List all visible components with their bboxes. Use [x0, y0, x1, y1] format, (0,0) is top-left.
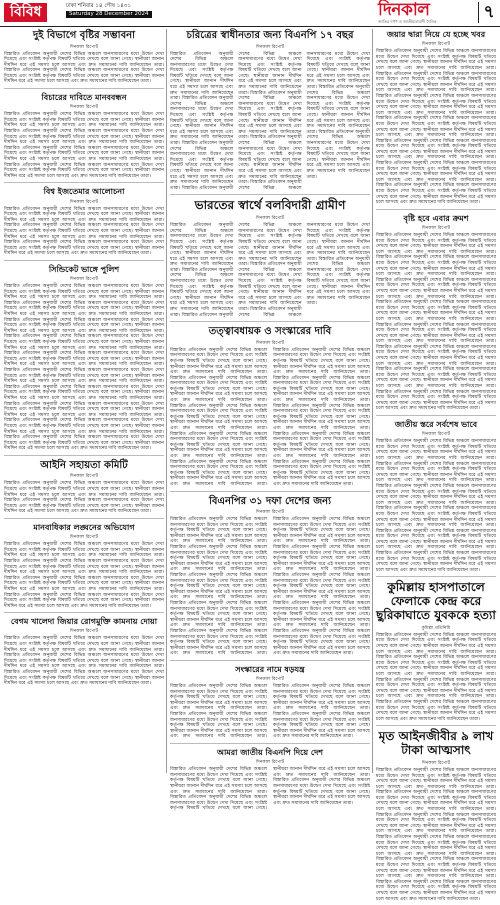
column-divider: [166, 29, 167, 773]
story-body: বিস্তারিত প্রতিবেদন অনুযায়ী দেশের বিভিন্ন অঞ্চলে জনসাধারণের মধ্যে উদ্বেগ দেখা দিয়েছে এবং সংশ্লিষ্ট কর্তৃপক্ষ বিষয়টি খতিয়ে দেখছে বলে জানা গেছে। স্থানীয়রা জানান দীর্ঘদিন ধরে এই সমস্যা চলে আসছে এবং দ্রুত সমাধানের দাবি জানিয়েছেন তারা। বিস্তারিত প্রতিবেদন অনুযায়ী দেশের বিভিন্ন অঞ্চলে জনসাধারণের মধ্যে উদ্বেগ দেখা দিয়েছে এবং সংশ্লিষ্ট কর্তৃপক্ষ বিষয়টি খতিয়ে দেখছে বলে জানা গেছে। স্থানীয়রা জানান দীর্ঘদিন ধরে এই সমস্যা চলে আসছে এবং দ্রুত সমাধানের দাবি জানিয়েছেন তারা। বিস্তারিত প্রতিবেদন অনুযায়ী দেশের বিভিন্ন অঞ্চলে জনসাধারণের মধ্যে উদ্বেগ দেখা দিয়েছে এবং সংশ্লিষ্ট কর্তৃপক্ষ বিষয়টি খতিয়ে দেখছে বলে জানা গেছে। স্থানীয়রা জানান দীর্ঘদিন ধরে এই সমস্যা চলে আসছে এবং দ্রুত সমাধানের দাবি জানিয়েছেন তারা। বিস্তারিত প্রতিবেদন অনুযায়ী দেশের বিভিন্ন অঞ্চলে জনসাধারণের মধ্যে উদ্বেগ দেখা দিয়েছে এবং সংশ্লিষ্ট কর্তৃপক্ষ বিষয়টি খতিয়ে দেখছে বলে জানা গেছে। স্থানীয়রা জানান দীর্ঘদিন ধরে এই সমস্যা চলে আসছে এবং দ্রুত সমাধানের দাবি জানিয়েছেন তারা। বিস্তারিত প্রতিবেদন অনুযায়ী দেশের বিভিন্ন অঞ্চলে জনসাধারণের মধ্যে উদ্বেগ দেখা দিয়েছে এবং সংশ্লিষ্ট কর্তৃপক্ষ বিষয়টি খতিয়ে দেখছে বলে জানা গেছে। স্থানীয়রা জানান দীর্ঘদিন ধরে এই সমস্যা চলে আসছে এবং দ্রুত সমাধানের দাবি জানিয়েছেন তারা। বিস্তারিত প্রতিবেদন অনুযায়ী দেশের বিভিন্ন অঞ্চলে জনসাধারণের মধ্যে উদ্বেগ দেখা দিয়েছে এবং সংশ্লিষ্ট কর্তৃপক্ষ বিষয়টি খতিয়ে দেখছে বলে জানা গেছে। স্থানীয়রা জানান দীর্ঘদিন ধরে এই সমস্যা চলে আসছে এবং দ্রুত সমাধানের দাবি জানিয়েছেন তারা। বিস্তারিত প্রতিবেদন অনুযায়ী দেশের বিভিন্ন অঞ্চলে জনসাধারণের মধ্যে উদ্বেগ দেখা দিয়েছে এবং সংশ্লিষ্ট কর্তৃপক্ষ বিষয়টি খতিয়ে দেখছে বলে জানা গেছে। স্থানীয়রা জানান দীর্ঘদিন ধরে এই সমস্যা চলে আসছে এবং দ্রুত সমাধানের দাবি জানিয়েছেন তারা। বিস্তারিত প্রতিবেদন অনুযায়ী দেশের বিভিন্ন অঞ্চলে জনসাধারণের মধ্যে উদ্বেগ দেখা দিয়েছে এবং সংশ্লিষ্ট কর্তৃপক্ষ বিষয়টি খতিয়ে দেখছে বলে জানা গেছে। স্থানীয়রা জানান দীর্ঘদিন ধরে এই সমস্যা চলে আসছে এবং দ্রুত সমাধানের দাবি জানিয়েছেন তারা। বিস্তারিত প্রতিবেদন অনুযায়ী দেশের বিভিন্ন অঞ্চলে জনসাধারণের মধ্যে উদ্বেগ দেখা দিয়েছে এবং সংশ্লিষ্ট কর্তৃপক্ষ বিষয়টি খতিয়ে দেখছে বলে জানা গেছে। স্থানীয়রা জানান দীর্ঘদিন ধরে এই সমস্যা চলে আসছে এবং দ্রুত সমাধানের দাবি জানিয়েছেন তারা। বিস্তারিত প্রতিবেদন অনুযায়ী দেশের বিভিন্ন অঞ্চলে জনসাধারণের মধ্যে উদ্বেগ দেখা দিয়েছে এবং সংশ্লিষ্ট কর্তৃপক্ষ বিষয়টি খতিয়ে দেখছে বলে জানা গেছে। স্থানীয়রা জানান দীর্ঘদিন ধরে এই সমস্যা চলে আসছে এবং দ্রুত সমাধানের দাবি জানিয়েছেন তারা।: [170, 347, 370, 487]
story-headline: বিচারের দাবিতে মানববন্ধন: [41, 93, 127, 103]
story-body: বিস্তারিত প্রতিবেদন অনুযায়ী দেশের বিভিন্ন অঞ্চলে জনসাধারণের মধ্যে উদ্বেগ দেখা দিয়েছে এবং সংশ্লিষ্ট কর্তৃপক্ষ বিষয়টি খতিয়ে দেখছে বলে জানা গেছে। স্থানীয়রা জানান দীর্ঘদিন ধরে এই সমস্যা চলে আসছে এবং দ্রুত সমাধানের দাবি জানিয়েছেন তারা। বিস্তারিত প্রতিবেদন অনুযায়ী দেশের বিভিন্ন অঞ্চলে জনসাধারণের মধ্যে উদ্বেগ দেখা দিয়েছে এবং সংশ্লিষ্ট কর্তৃপক্ষ বিষয়টি খতিয়ে দেখছে বলে জানা গেছে। স্থানীয়রা জানান দীর্ঘদিন ধরে এই সমস্যা চলে আসছে এবং দ্রুত সমাধানের দাবি জানিয়েছেন তারা। বিস্তারিত প্রতিবেদন অনুযায়ী দেশের বিভিন্ন অঞ্চলে জনসাধারণের মধ্যে উদ্বেগ দেখা দিয়েছে এবং সংশ্লিষ্ট কর্তৃপক্ষ বিষয়টি খতিয়ে দেখছে বলে জানা গেছে। স্থানীয়রা জানান দীর্ঘদিন ধরে এই সমস্যা চলে আসছে এবং দ্রুত সমাধানের দাবি জানিয়েছেন তারা। বিস্তারিত প্রতিবেদন অনুযায়ী দেশের বিভিন্ন অঞ্চলে জনসাধারণের মধ্যে উদ্বেগ দেখা দিয়েছে এবং সংশ্লিষ্ট কর্তৃপক্ষ বিষয়টি খতিয়ে দেখছে বলে জানা গেছে। স্থানীয়রা জানান দীর্ঘদিন ধরে এই সমস্যা চলে আসছে এবং দ্রুত সমাধানের দাবি জানিয়েছেন তারা। বিস্তারিত প্রতিবেদন অনুযায়ী দেশের বিভিন্ন অঞ্চলে জনসাধারণের মধ্যে উদ্বেগ দেখা দিয়েছে এবং সংশ্লিষ্ট কর্তৃপক্ষ বিষয়টি খতিয়ে দেখছে বলে জানা গেছে। স্থানীয়রা জানান দীর্ঘদিন ধরে এই সমস্যা চলে আসছে এবং দ্রুত সমাধানের দাবি জানিয়েছেন তারা। বিস্তারিত প্রতিবেদন অনুযায়ী দেশের বিভিন্ন অঞ্চলে জনসাধারণের মধ্যে উদ্বেগ দেখা দিয়েছে এবং সংশ্লিষ্ট কর্তৃপক্ষ বিষয়টি খতিয়ে দেখছে বলে জানা গেছে। স্থানীয়রা জানান দীর্ঘদিন ধরে এই সমস্যা চলে আসছে এবং দ্রুত সমাধানের দাবি জানিয়েছেন তারা। বিস্তারিত প্রতিবেদন অনুযায়ী দেশের বিভিন্ন অঞ্চলে জনসাধারণের মধ্যে উদ্বেগ দেখা দিয়েছে এবং সংশ্লিষ্ট কর্তৃপক্ষ বিষয়টি খতিয়ে দেখছে বলে জানা গেছে। স্থানীয়রা জানান দীর্ঘদিন ধরে এই সমস্যা চলে আসছে এবং দ্রুত সমাধানের দাবি জানিয়েছেন তারা।: [376, 49, 496, 206]
story-byline: দিনকাল রিপোর্ট: [70, 474, 98, 480]
story-headline: বিশ্ব ইজতেমার আলোচনা: [43, 187, 125, 197]
story-body: বিস্তারিত প্রতিবেদন অনুযায়ী দেশের বিভিন্ন অঞ্চলে জনসাধারণের মধ্যে উদ্বেগ দেখা দিয়েছে এবং সংশ্লিষ্ট কর্তৃপক্ষ বিষয়টি খতিয়ে দেখছে বলে জানা গেছে। স্থানীয়রা জানান দীর্ঘদিন ধরে এই সমস্যা চলে আসছে এবং দ্রুত সমাধানের দাবি জানিয়েছেন তারা। বিস্তারিত প্রতিবেদন অনুযায়ী দেশের বিভিন্ন অঞ্চলে জনসাধারণের মধ্যে উদ্বেগ দেখা দিয়েছে এবং সংশ্লিষ্ট কর্তৃপক্ষ বিষয়টি খতিয়ে দেখছে বলে জানা গেছে। স্থানীয়রা জানান দীর্ঘদিন ধরে এই সমস্যা চলে আসছে এবং দ্রুত সমাধানের দাবি জানিয়েছেন তারা। বিস্তারিত প্রতিবেদন অনুযায়ী দেশের বিভিন্ন অঞ্চলে জনসাধারণের মধ্যে উদ্বেগ দেখা দিয়েছে এবং সংশ্লিষ্ট কর্তৃপক্ষ বিষয়টি খতিয়ে দেখছে বলে জানা গেছে। স্থানীয়রা জানান দীর্ঘদিন ধরে এই সমস্যা চলে আসছে এবং দ্রুত সমাধানের দাবি জানিয়েছেন তারা। বিস্তারিত প্রতিবেদন অনুযায়ী দেশের বিভিন্ন অঞ্চলে জনসাধারণের মধ্যে উদ্বেগ দেখা দিয়েছে এবং সংশ্লিষ্ট কর্তৃপক্ষ বিষয়টি খতিয়ে দেখছে বলে জানা গেছে। স্থানীয়রা জানান দীর্ঘদিন ধরে এই সমস্যা চলে আসছে এবং দ্রুত সমাধানের দাবি জানিয়েছেন তারা।: [4, 112, 164, 179]
story-byline: দিনকাল রিপোর্ট: [256, 44, 284, 50]
logo-text: দিনকাল: [378, 0, 430, 20]
news-story: [4, 460, 164, 519]
story-headline: সংস্কারের নামে ষড়যন্ত্র: [235, 664, 305, 674]
masthead: [0, 0, 500, 27]
news-story: [4, 30, 164, 89]
column-center: [170, 29, 370, 812]
story-byline: দিনকাল রিপোর্ট: [70, 277, 98, 283]
story-body: বিস্তারিত প্রতিবেদন অনুযায়ী দেশের বিভিন্ন অঞ্চলে জনসাধারণের মধ্যে উদ্বেগ দেখা দিয়েছে এবং সংশ্লিষ্ট কর্তৃপক্ষ বিষয়টি খতিয়ে দেখছে বলে জানা গেছে। স্থানীয়রা জানান দীর্ঘদিন ধরে এই সমস্যা চলে আসছে এবং দ্রুত সমাধানের দাবি জানিয়েছেন তারা। বিস্তারিত প্রতিবেদন অনুযায়ী দেশের বিভিন্ন অঞ্চলে জনসাধারণের মধ্যে উদ্বেগ দেখা দিয়েছে এবং সংশ্লিষ্ট কর্তৃপক্ষ বিষয়টি খতিয়ে দেখছে বলে জানা গেছে। স্থানীয়রা জানান দীর্ঘদিন ধরে এই সমস্যা চলে আসছে এবং দ্রুত সমাধানের দাবি জানিয়েছেন তারা।: [4, 481, 164, 515]
news-story: [170, 199, 370, 322]
page-number: ৭: [478, 2, 499, 23]
column-right: [376, 29, 496, 902]
story-byline: দিনকাল রিপোর্ট: [70, 629, 98, 635]
story-byline: দিনকাল রিপোর্ট: [256, 760, 284, 766]
news-story: [4, 617, 164, 690]
story-body: বিস্তারিত প্রতিবেদন অনুযায়ী দেশের বিভিন্ন অঞ্চলে জনসাধারণের মধ্যে উদ্বেগ দেখা দিয়েছে এবং সংশ্লিষ্ট কর্তৃপক্ষ বিষয়টি খতিয়ে দেখছে বলে জানা গেছে। স্থানীয়রা জানান দীর্ঘদিন ধরে এই সমস্যা চলে আসছে এবং দ্রুত সমাধানের দাবি জানিয়েছেন তারা। বিস্তারিত প্রতিবেদন অনুযায়ী দেশের বিভিন্ন অঞ্চলে জনসাধারণের মধ্যে উদ্বেগ দেখা দিয়েছে এবং সংশ্লিষ্ট কর্তৃপক্ষ বিষয়টি খতিয়ে দেখছে বলে জানা গেছে। স্থানীয়রা জানান দীর্ঘদিন ধরে এই সমস্যা চলে আসছে এবং দ্রুত সমাধানের দাবি জানিয়েছেন তারা। বিস্তারিত প্রতিবেদন অনুযায়ী দেশের বিভিন্ন অঞ্চলে জনসাধারণের মধ্যে উদ্বেগ দেখা দিয়েছে এবং সংশ্লিষ্ট কর্তৃপক্ষ বিষয়টি খতিয়ে দেখছে বলে জানা গেছে। স্থানীয়রা জানান দীর্ঘদিন ধরে এই সমস্যা চলে আসছে এবং দ্রুত সমাধানের দাবি জানিয়েছেন তারা। বিস্তারিত প্রতিবেদন অনুযায়ী দেশের বিভিন্ন অঞ্চলে জনসাধারণের মধ্যে উদ্বেগ দেখা দিয়েছে এবং সংশ্লিষ্ট কর্তৃপক্ষ বিষয়টি খতিয়ে দেখছে বলে জানা গেছে। স্থানীয়রা জানান দীর্ঘদিন ধরে এই সমস্যা চলে আসছে এবং দ্রুত সমাধানের দাবি জানিয়েছেন তারা। বিস্তারিত প্রতিবেদন অনুযায়ী দেশের বিভিন্ন অঞ্চলে জনসাধারণের মধ্যে উদ্বেগ দেখা দিয়েছে এবং সংশ্লিষ্ট কর্তৃপক্ষ বিষয়টি খতিয়ে দেখছে বলে জানা গেছে। স্থানীয়রা জানান দীর্ঘদিন ধরে এই সমস্যা চলে আসছে এবং দ্রুত সমাধানের দাবি জানিয়েছেন তারা। বিস্তারিত প্রতিবেদন অনুযায়ী দেশের বিভিন্ন অঞ্চলে জনসাধারণের মধ্যে উদ্বেগ দেখা দিয়েছে এবং সংশ্লিষ্ট কর্তৃপক্ষ বিষয়টি খতিয়ে দেখছে বলে জানা গেছে। স্থানীয়রা জানান দীর্ঘদিন ধরে এই সমস্যা চলে আসছে এবং দ্রুত সমাধানের দাবি জানিয়েছেন তারা। বিস্তারিত প্রতিবেদন অনুযায়ী দেশের বিভিন্ন অঞ্চলে জনসাধারণের মধ্যে উদ্বেগ দেখা দিয়েছে এবং সংশ্লিষ্ট কর্তৃপক্ষ বিষয়টি খতিয়ে দেখছে বলে জানা গেছে। স্থানীয়রা জানান দীর্ঘদিন ধরে এই সমস্যা চলে আসছে এবং দ্রুত সমাধানের দাবি জানিয়েছেন তারা। বিস্তারিত প্রতিবেদন অনুযায়ী দেশের বিভিন্ন অঞ্চলে জনসাধারণের মধ্যে উদ্বেগ দেখা দিয়েছে এবং সংশ্লিষ্ট কর্তৃপক্ষ বিষয়টি খতিয়ে দেখছে বলে জানা গেছে। স্থানীয়রা জানান দীর্ঘদিন ধরে এই সমস্যা চলে আসছে এবং দ্রুত সমাধানের দাবি জানিয়েছেন তারা। বিস্তারিত প্রতিবেদন অনুযায়ী দেশের বিভিন্ন অঞ্চলে জনসাধারণের মধ্যে উদ্বেগ দেখা দিয়েছে এবং সংশ্লিষ্ট কর্তৃপক্ষ বিষয়টি খতিয়ে দেখছে বলে জানা গেছে। স্থানীয়রা জানান দীর্ঘদিন ধরে এই সমস্যা চলে আসছে এবং দ্রুত সমাধানের দাবি জানিয়েছেন তারা।: [170, 51, 370, 191]
story-headline: জয়ার দ্বারা নিয়ে যে হচ্ছে খবর: [386, 30, 486, 39]
story-headline: সিন্ডিকেট ভাঙ্গে পুলিশ: [48, 264, 120, 274]
story-headline: আইনি সহায়তা কমিটি: [40, 459, 128, 471]
story-headline: তত্ত্বাবধায়ক ও সংস্কারের দাবি: [208, 326, 332, 338]
news-story: [170, 30, 370, 195]
story-byline: দিনকাল রিপোর্ট: [422, 760, 450, 766]
story-body: বিস্তারিত প্রতিবেদন অনুযায়ী দেশের বিভিন্ন অঞ্চলে জনসাধারণের মধ্যে উদ্বেগ দেখা দিয়েছে এবং সংশ্লিষ্ট কর্তৃপক্ষ বিষয়টি খতিয়ে দেখছে বলে জানা গেছে। স্থানীয়রা জানান দীর্ঘদিন ধরে এই সমস্যা চলে আসছে এবং দ্রুত সমাধানের দাবি জানিয়েছেন তারা। বিস্তারিত প্রতিবেদন অনুযায়ী দেশের বিভিন্ন অঞ্চলে জনসাধারণের মধ্যে উদ্বেগ দেখা দিয়েছে এবং সংশ্লিষ্ট কর্তৃপক্ষ বিষয়টি খতিয়ে দেখছে বলে জানা গেছে। স্থানীয়রা জানান দীর্ঘদিন ধরে এই সমস্যা চলে আসছে এবং দ্রুত সমাধানের দাবি জানিয়েছেন তারা। বিস্তারিত প্রতিবেদন অনুযায়ী দেশের বিভিন্ন অঞ্চলে জনসাধারণের মধ্যে উদ্বেগ দেখা দিয়েছে এবং সংশ্লিষ্ট কর্তৃপক্ষ বিষয়টি খতিয়ে দেখছে বলে জানা গেছে। স্থানীয়রা জানান দীর্ঘদিন ধরে এই সমস্যা চলে আসছে এবং দ্রুত সমাধানের দাবি জানিয়েছেন তারা।: [170, 767, 370, 812]
story-headline: দুই বিভাগে বৃষ্টির সম্ভাবনা: [32, 30, 136, 41]
story-byline: দিনকাল রিপোর্ট: [256, 216, 284, 222]
story-byline: দিনকাল রিপোর্ট: [70, 105, 98, 111]
news-story: [4, 265, 164, 456]
story-byline: দিনকাল রিপোর্ট: [256, 510, 284, 516]
story-headline: মানবাধিকার লঙ্ঘনের অভিযোগ: [33, 522, 135, 532]
story-byline: কুমিল্লা প্রতিনিধি: [421, 625, 451, 631]
story-headline: আমরা জাতীয় বিএনপি দিয়ে দেশ: [216, 748, 324, 758]
news-story: [4, 523, 164, 613]
news-story: [4, 187, 164, 261]
story-headline: বেগম খালেদা জিয়ার রোগমুক্তি কামনায় দোয়া: [10, 617, 158, 627]
newspaper-logo: [378, 1, 478, 23]
story-headline: মৃত আইনজীবীর ৯ লাখ টাকা আত্মসাৎ: [378, 729, 494, 758]
story-byline: দিনকাল রিপোর্ট: [422, 42, 450, 48]
story-byline: দিনকাল রিপোর্ট: [256, 677, 284, 683]
story-body: বিস্তারিত প্রতিবেদন অনুযায়ী দেশের বিভিন্ন অঞ্চলে জনসাধারণের মধ্যে উদ্বেগ দেখা দিয়েছে এবং সংশ্লিষ্ট কর্তৃপক্ষ বিষয়টি খতিয়ে দেখছে বলে জানা গেছে। স্থানীয়রা জানান দীর্ঘদিন ধরে এই সমস্যা চলে আসছে এবং দ্রুত সমাধানের দাবি জানিয়েছেন তারা। বিস্তারিত প্রতিবেদন অনুযায়ী দেশের বিভিন্ন অঞ্চলে জনসাধারণের মধ্যে উদ্বেগ দেখা দিয়েছে এবং সংশ্লিষ্ট কর্তৃপক্ষ বিষয়টি খতিয়ে দেখছে বলে জানা গেছে। স্থানীয়রা জানান দীর্ঘদিন ধরে এই সমস্যা চলে আসছে এবং দ্রুত সমাধানের দাবি জানিয়েছেন তারা। বিস্তারিত প্রতিবেদন অনুযায়ী দেশের বিভিন্ন অঞ্চলে জনসাধারণের মধ্যে উদ্বেগ দেখা দিয়েছে এবং সংশ্লিষ্ট কর্তৃপক্ষ বিষয়টি খতিয়ে দেখছে বলে জানা গেছে। স্থানীয়রা জানান দীর্ঘদিন ধরে এই সমস্যা চলে আসছে এবং দ্রুত সমাধানের দাবি জানিয়েছেন তারা।: [4, 636, 164, 687]
story-byline: দিনকাল রিপোর্ট: [422, 226, 450, 231]
story-headline: ভারতের স্বার্থে বলবিদারী গ্রামীণ: [194, 198, 346, 213]
story-byline: দিনকাল রিপোর্ট: [256, 340, 284, 346]
story-body: বিস্তারিত প্রতিবেদন অনুযায়ী দেশের বিভিন্ন অঞ্চলে জনসাধারণের মধ্যে উদ্বেগ দেখা দিয়েছে এবং সংশ্লিষ্ট কর্তৃপক্ষ বিষয়টি খতিয়ে দেখছে বলে জানা গেছে। স্থানীয়রা জানান দীর্ঘদিন ধরে এই সমস্যা চলে আসছে এবং দ্রুত সমাধানের দাবি জানিয়েছেন তারা। বিস্তারিত প্রতিবেদন অনুযায়ী দেশের বিভিন্ন অঞ্চলে জনসাধারণের মধ্যে উদ্বেগ দেখা দিয়েছে এবং সংশ্লিষ্ট কর্তৃপক্ষ বিষয়টি খতিয়ে দেখছে বলে জানা গেছে। স্থানীয়রা জানান দীর্ঘদিন ধরে এই সমস্যা চলে আসছে এবং দ্রুত সমাধানের দাবি জানিয়েছেন তারা।: [4, 51, 164, 85]
news-story: [376, 214, 496, 416]
story-byline: দিনকাল রিপোর্ট: [70, 199, 98, 205]
news-story: [170, 748, 370, 815]
date-english: Saturday 28 December 2024: [66, 11, 152, 18]
story-byline: দিনকাল রিপোর্ট: [70, 44, 98, 50]
story-body: বিস্তারিত প্রতিবেদন অনুযায়ী দেশের বিভিন্ন অঞ্চলে জনসাধারণের মধ্যে উদ্বেগ দেখা দিয়েছে এবং সংশ্লিষ্ট কর্তৃপক্ষ বিষয়টি খতিয়ে দেখছে বলে জানা গেছে। স্থানীয়রা জানান দীর্ঘদিন ধরে এই সমস্যা চলে আসছে এবং দ্রুত সমাধানের দাবি জানিয়েছেন তারা। বিস্তারিত প্রতিবেদন অনুযায়ী দেশের বিভিন্ন অঞ্চলে জনসাধারণের মধ্যে উদ্বেগ দেখা দিয়েছে এবং সংশ্লিষ্ট কর্তৃপক্ষ বিষয়টি খতিয়ে দেখছে বলে জানা গেছে। স্থানীয়রা জানান দীর্ঘদিন ধরে এই সমস্যা চলে আসছে এবং দ্রুত সমাধানের দাবি জানিয়েছেন তারা। বিস্তারিত প্রতিবেদন অনুযায়ী দেশের বিভিন্ন অঞ্চলে জনসাধারণের মধ্যে উদ্বেগ দেখা দিয়েছে এবং সংশ্লিষ্ট কর্তৃপক্ষ বিষয়টি খতিয়ে দেখছে বলে জানা গেছে। স্থানীয়রা জানান দীর্ঘদিন ধরে এই সমস্যা চলে আসছে এবং দ্রুত সমাধানের দাবি জানিয়েছেন তারা। বিস্তারিত প্রতিবেদন অনুযায়ী দেশের বিভিন্ন অঞ্চলে জনসাধারণের মধ্যে উদ্বেগ দেখা দিয়েছে এবং সংশ্লিষ্ট কর্তৃপক্ষ বিষয়টি খতিয়ে দেখছে বলে জানা গেছে। স্থানীয়রা জানান দীর্ঘদিন ধরে এই সমস্যা চলে আসছে এবং দ্রুত সমাধানের দাবি জানিয়েছেন তারা।: [376, 632, 496, 722]
news-story: [170, 326, 370, 491]
story-body: বিস্তারিত প্রতিবেদন অনুযায়ী দেশের বিভিন্ন অঞ্চলে জনসাধারণের মধ্যে উদ্বেগ দেখা দিয়েছে এবং সংশ্লিষ্ট কর্তৃপক্ষ বিষয়টি খতিয়ে দেখছে বলে জানা গেছে। স্থানীয়রা জানান দীর্ঘদিন ধরে এই সমস্যা চলে আসছে এবং দ্রুত সমাধানের দাবি জানিয়েছেন তারা। বিস্তারিত প্রতিবেদন অনুযায়ী দেশের বিভিন্ন অঞ্চলে জনসাধারণের মধ্যে উদ্বেগ দেখা দিয়েছে এবং সংশ্লিষ্ট কর্তৃপক্ষ বিষয়টি খতিয়ে দেখছে বলে জানা গেছে। স্থানীয়রা জানান দীর্ঘদিন ধরে এই সমস্যা চলে আসছে এবং দ্রুত সমাধানের দাবি জানিয়েছেন তারা। বিস্তারিত প্রতিবেদন অনুযায়ী দেশের বিভিন্ন অঞ্চলে জনসাধারণের মধ্যে উদ্বেগ দেখা দিয়েছে এবং সংশ্লিষ্ট কর্তৃপক্ষ বিষয়টি খতিয়ে দেখছে বলে জানা গেছে। স্থানীয়রা জানান দীর্ঘদিন ধরে এই সমস্যা চলে আসছে এবং দ্রুত সমাধানের দাবি জানিয়েছেন তারা। বিস্তারিত প্রতিবেদন অনুযায়ী দেশের বিভিন্ন অঞ্চলে জনসাধারণের মধ্যে উদ্বেগ দেখা দিয়েছে এবং সংশ্লিষ্ট কর্তৃপক্ষ বিষয়টি খতিয়ে দেখছে বলে জানা গেছে। স্থানীয়রা জানান দীর্ঘদিন ধরে এই সমস্যা চলে আসছে এবং দ্রুত সমাধানের দাবি জানিয়েছেন তারা। বিস্তারিত প্রতিবেদন অনুযায়ী দেশের বিভিন্ন অঞ্চলে জনসাধারণের মধ্যে উদ্বেগ দেখা দিয়েছে এবং সংশ্লিষ্ট কর্তৃপক্ষ বিষয়টি খতিয়ে দেখছে বলে জানা গেছে। স্থানীয়রা জানান দীর্ঘদিন ধরে এই সমস্যা চলে আসছে এবং দ্রুত সমাধানের দাবি জানিয়েছেন তারা। বিস্তারিত প্রতিবেদন অনুযায়ী দেশের বিভিন্ন অঞ্চলে জনসাধারণের মধ্যে উদ্বেগ দেখা দিয়েছে এবং সংশ্লিষ্ট কর্তৃপক্ষ বিষয়টি খতিয়ে দেখছে বলে জানা গেছে। স্থানীয়রা জানান দীর্ঘদিন ধরে এই সমস্যা চলে আসছে এবং দ্রুত সমাধানের দাবি জানিয়েছেন তারা। বিস্তারিত প্রতিবেদন অনুযায়ী দেশের বিভিন্ন অঞ্চলে জনসাধারণের মধ্যে উদ্বেগ দেখা দিয়েছে এবং সংশ্লিষ্ট কর্তৃপক্ষ বিষয়টি খতিয়ে দেখছে বলে জানা গেছে। স্থানীয়রা জানান দীর্ঘদিন ধরে এই সমস্যা চলে আসছে এবং দ্রুত সমাধানের দাবি জানিয়েছেন তারা। বিস্তারিত প্রতিবেদন অনুযায়ী দেশের বিভিন্ন অঞ্চলে জনসাধারণের মধ্যে উদ্বেগ দেখা দিয়েছে এবং সংশ্লিষ্ট কর্তৃপক্ষ বিষয়টি খতিয়ে দেখছে বলে জানা গেছে। স্থানীয়রা জানান দীর্ঘদিন ধরে এই সমস্যা চলে আসছে এবং দ্রুত সমাধানের দাবি জানিয়েছেন তারা। বিস্তারিত প্রতিবেদন অনুযায়ী দেশের বিভিন্ন অঞ্চলে জনসাধারণের মধ্যে উদ্বেগ দেখা দিয়েছে এবং সংশ্লিষ্ট কর্তৃপক্ষ বিষয়টি খতিয়ে দেখছে বলে জানা গেছে। স্থানীয়রা জানান দীর্ঘদিন ধরে এই সমস্যা চলে আসছে এবং দ্রুত সমাধানের দাবি জানিয়েছেন তারা। বিস্তারিত প্রতিবেদন অনুযায়ী দেশের বিভিন্ন অঞ্চলে জনসাধারণের মধ্যে উদ্বেগ দেখা দিয়েছে এবং সংশ্লিষ্ট কর্তৃপক্ষ বিষয়টি খতিয়ে দেখছে বলে জানা গেছে। স্থানীয়রা জানান দীর্ঘদিন ধরে এই সমস্যা চলে আসছে এবং দ্রুত সমাধানের দাবি জানিয়েছেন তারা।: [170, 517, 370, 657]
news-story: [376, 420, 496, 577]
news-story: [376, 581, 496, 726]
story-body: বিস্তারিত প্রতিবেদন অনুযায়ী দেশের বিভিন্ন অঞ্চলে জনসাধারণের মধ্যে উদ্বেগ দেখা দিয়েছে এবং সংশ্লিষ্ট কর্তৃপক্ষ বিষয়টি খতিয়ে দেখছে বলে জানা গেছে। স্থানীয়রা জানান দীর্ঘদিন ধরে এই সমস্যা চলে আসছে এবং দ্রুত সমাধানের দাবি জানিয়েছেন তারা। বিস্তারিত প্রতিবেদন অনুযায়ী দেশের বিভিন্ন অঞ্চলে জনসাধারণের মধ্যে উদ্বেগ দেখা দিয়েছে এবং সংশ্লিষ্ট কর্তৃপক্ষ বিষয়টি খতিয়ে দেখছে বলে জানা গেছে। স্থানীয়রা জানান দীর্ঘদিন ধরে এই সমস্যা চলে আসছে এবং দ্রুত সমাধানের দাবি জানিয়েছেন তারা। বিস্তারিত প্রতিবেদন অনুযায়ী দেশের বিভিন্ন অঞ্চলে জনসাধারণের মধ্যে উদ্বেগ দেখা দিয়েছে এবং সংশ্লিষ্ট কর্তৃপক্ষ বিষয়টি খতিয়ে দেখছে বলে জানা গেছে। স্থানীয়রা জানান দীর্ঘদিন ধরে এই সমস্যা চলে আসছে এবং দ্রুত সমাধানের দাবি জানিয়েছেন তারা। বিস্তারিত প্রতিবেদন অনুযায়ী দেশের বিভিন্ন অঞ্চলে জনসাধারণের মধ্যে উদ্বেগ দেখা দিয়েছে এবং সংশ্লিষ্ট কর্তৃপক্ষ বিষয়টি খতিয়ে দেখছে বলে জানা গেছে। স্থানীয়রা জানান দীর্ঘদিন ধরে এই সমস্যা চলে আসছে এবং দ্রুত সমাধানের দাবি জানিয়েছেন তারা। বিস্তারিত প্রতিবেদন অনুযায়ী দেশের বিভিন্ন অঞ্চলে জনসাধারণের মধ্যে উদ্বেগ দেখা দিয়েছে এবং সংশ্লিষ্ট কর্তৃপক্ষ বিষয়টি খতিয়ে দেখছে বলে জানা গেছে। স্থানীয়রা জানান দীর্ঘদিন ধরে এই সমস্যা চলে আসছে এবং দ্রুত সমাধানের দাবি জানিয়েছেন তারা। বিস্তারিত প্রতিবেদন অনুযায়ী দেশের বিভিন্ন অঞ্চলে জনসাধারণের মধ্যে উদ্বেগ দেখা দিয়েছে এবং সংশ্লিষ্ট কর্তৃপক্ষ বিষয়টি খতিয়ে দেখছে বলে জানা গেছে। স্থানীয়রা জানান দীর্ঘদিন ধরে এই সমস্যা চলে আসছে এবং দ্রুত সমাধানের দাবি জানিয়েছেন তারা। বিস্তারিত প্রতিবেদন অনুযায়ী দেশের বিভিন্ন অঞ্চলে জনসাধারণের মধ্যে উদ্বেগ দেখা দিয়েছে এবং সংশ্লিষ্ট কর্তৃপক্ষ বিষয়টি খতিয়ে দেখছে বলে জানা গেছে। স্থানীয়রা জানান দীর্ঘদিন ধরে এই সমস্যা চলে আসছে এবং দ্রুত সমাধানের দাবি জানিয়েছেন তারা। বিস্তারিত প্রতিবেদন অনুযায়ী দেশের বিভিন্ন অঞ্চলে জনসাধারণের মধ্যে উদ্বেগ দেখা দিয়েছে এবং সংশ্লিষ্ট কর্তৃপক্ষ বিষয়টি খতিয়ে দেখছে বলে জানা গেছে। স্থানীয়রা জানান দীর্ঘদিন ধরে এই সমস্যা চলে আসছে এবং দ্রুত সমাধানের দাবি জানিয়েছেন তারা। বিস্তারিত প্রতিবেদন অনুযায়ী দেশের বিভিন্ন অঞ্চলে জনসাধারণের মধ্যে উদ্বেগ দেখা দিয়েছে এবং সংশ্লিষ্ট কর্তৃপক্ষ বিষয়টি খতিয়ে দেখছে বলে জানা গেছে। স্থানীয়রা জানান দীর্ঘদিন ধরে এই সমস্যা চলে আসছে এবং দ্রুত সমাধানের দাবি জানিয়েছেন তারা। বিস্তারিত প্রতিবেদন অনুযায়ী দেশের বিভিন্ন অঞ্চলে জনসাধারণের মধ্যে উদ্বেগ দেখা দিয়েছে এবং সংশ্লিষ্ট কর্তৃপক্ষ বিষয়টি খতিয়ে দেখছে বলে জানা গেছে। স্থানীয়রা জানান দীর্ঘদিন ধরে এই সমস্যা চলে আসছে এবং দ্রুত সমাধানের দাবি জানিয়েছেন তারা।: [4, 284, 164, 452]
story-body: বিস্তারিত প্রতিবেদন অনুযায়ী দেশের বিভিন্ন অঞ্চলে জনসাধারণের মধ্যে উদ্বেগ দেখা দিয়েছে এবং সংশ্লিষ্ট কর্তৃপক্ষ বিষয়টি খতিয়ে দেখছে বলে জানা গেছে। স্থানীয়রা জানান দীর্ঘদিন ধরে এই সমস্যা চলে আসছে এবং দ্রুত সমাধানের দাবি জানিয়েছেন তারা। বিস্তারিত প্রতিবেদন অনুযায়ী দেশের বিভিন্ন অঞ্চলে জনসাধারণের মধ্যে উদ্বেগ দেখা দিয়েছে এবং সংশ্লিষ্ট কর্তৃপক্ষ বিষয়টি খতিয়ে দেখছে বলে জানা গেছে। স্থানীয়রা জানান দীর্ঘদিন ধরে এই সমস্যা চলে আসছে এবং দ্রুত সমাধানের দাবি জানিয়েছেন তারা। বিস্তারিত প্রতিবেদন অনুযায়ী দেশের বিভিন্ন অঞ্চলে জনসাধারণের মধ্যে উদ্বেগ দেখা দিয়েছে এবং সংশ্লিষ্ট কর্তৃপক্ষ বিষয়টি খতিয়ে দেখছে বলে জানা গেছে। স্থানীয়রা জানান দীর্ঘদিন ধরে এই সমস্যা চলে আসছে এবং দ্রুত সমাধানের দাবি জানিয়েছেন তারা। বিস্তারিত প্রতিবেদন অনুযায়ী দেশের বিভিন্ন অঞ্চলে জনসাধারণের মধ্যে উদ্বেগ দেখা দিয়েছে এবং সংশ্লিষ্ট কর্তৃপক্ষ বিষয়টি খতিয়ে দেখছে বলে জানা গেছে। স্থানীয়রা জানান দীর্ঘদিন ধরে এই সমস্যা চলে আসছে এবং দ্রুত সমাধানের দাবি জানিয়েছেন তারা। বিস্তারিত প্রতিবেদন অনুযায়ী দেশের বিভিন্ন অঞ্চলে জনসাধারণের মধ্যে উদ্বেগ দেখা দিয়েছে এবং সংশ্লিষ্ট কর্তৃপক্ষ বিষয়টি খতিয়ে দেখছে বলে জানা গেছে। স্থানীয়রা জানান দীর্ঘদিন ধরে এই সমস্যা চলে আসছে এবং দ্রুত সমাধানের দাবি জানিয়েছেন তারা। বিস্তারিত প্রতিবেদন অনুযায়ী দেশের বিভিন্ন অঞ্চলে জনসাধারণের মধ্যে উদ্বেগ দেখা দিয়েছে এবং সংশ্লিষ্ট কর্তৃপক্ষ বিষয়টি খতিয়ে দেখছে বলে জানা গেছে। স্থানীয়রা জানান দীর্ঘদিন ধরে এই সমস্যা চলে আসছে এবং দ্রুত সমাধানের দাবি জানিয়েছেন তারা।: [376, 439, 496, 573]
story-body: বিস্তারিত প্রতিবেদন অনুযায়ী দেশের বিভিন্ন অঞ্চলে জনসাধারণের মধ্যে উদ্বেগ দেখা দিয়েছে এবং সংশ্লিষ্ট কর্তৃপক্ষ বিষয়টি খতিয়ে দেখছে বলে জানা গেছে। স্থানীয়রা জানান দীর্ঘদিন ধরে এই সমস্যা চলে আসছে এবং দ্রুত সমাধানের দাবি জানিয়েছেন তারা। বিস্তারিত প্রতিবেদন অনুযায়ী দেশের বিভিন্ন অঞ্চলে জনসাধারণের মধ্যে উদ্বেগ দেখা দিয়েছে এবং সংশ্লিষ্ট কর্তৃপক্ষ বিষয়টি খতিয়ে দেখছে বলে জানা গেছে। স্থানীয়রা জানান দীর্ঘদিন ধরে এই সমস্যা চলে আসছে এবং দ্রুত সমাধানের দাবি জানিয়েছেন তারা। বিস্তারিত প্রতিবেদন অনুযায়ী দেশের বিভিন্ন অঞ্চলে জনসাধারণের মধ্যে উদ্বেগ দেখা দিয়েছে এবং সংশ্লিষ্ট কর্তৃপক্ষ বিষয়টি খতিয়ে দেখছে বলে জানা গেছে। স্থানীয়রা জানান দীর্ঘদিন ধরে এই সমস্যা চলে আসছে এবং দ্রুত সমাধানের দাবি জানিয়েছেন তারা। বিস্তারিত প্রতিবেদন অনুযায়ী দেশের বিভিন্ন অঞ্চলে জনসাধারণের মধ্যে উদ্বেগ দেখা দিয়েছে এবং সংশ্লিষ্ট কর্তৃপক্ষ বিষয়টি খতিয়ে দেখছে বলে জানা গেছে। স্থানীয়রা জানান দীর্ঘদিন ধরে এই সমস্যা চলে আসছে এবং দ্রুত সমাধানের দাবি জানিয়েছেন তারা। বিস্তারিত প্রতিবেদন অনুযায়ী দেশের বিভিন্ন অঞ্চলে জনসাধারণের মধ্যে উদ্বেগ দেখা দিয়েছে এবং সংশ্লিষ্ট কর্তৃপক্ষ বিষয়টি খতিয়ে দেখছে বলে জানা গেছে। স্থানীয়রা জানান দীর্ঘদিন ধরে এই সমস্যা চলে আসছে এবং দ্রুত সমাধানের দাবি জানিয়েছেন তারা। বিস্তারিত প্রতিবেদন অনুযায়ী দেশের বিভিন্ন অঞ্চলে জনসাধারণের মধ্যে উদ্বেগ দেখা দিয়েছে এবং সংশ্লিষ্ট কর্তৃপক্ষ বিষয়টি খতিয়ে দেখছে বলে জানা গেছে। স্থানীয়রা জানান দীর্ঘদিন ধরে এই সমস্যা চলে আসছে এবং দ্রুত সমাধানের দাবি জানিয়েছেন তারা। বিস্তারিত প্রতিবেদন অনুযায়ী দেশের বিভিন্ন অঞ্চলে জনসাধারণের মধ্যে উদ্বেগ দেখা দিয়েছে এবং সংশ্লিষ্ট কর্তৃপক্ষ বিষয়টি খতিয়ে দেখছে বলে জানা গেছে। স্থানীয়রা জানান দীর্ঘদিন ধরে এই সমস্যা চলে আসছে এবং দ্রুত সমাধানের দাবি জানিয়েছেন তারা। বিস্তারিত প্রতিবেদন অনুযায়ী দেশের বিভিন্ন অঞ্চলে জনসাধারণের মধ্যে উদ্বেগ দেখা দিয়েছে এবং সংশ্লিষ্ট কর্তৃপক্ষ বিষয়টি খতিয়ে দেখছে বলে জানা গেছে। স্থানীয়রা জানান দীর্ঘদিন ধরে এই সমস্যা চলে আসছে এবং দ্রুত সমাধানের দাবি জানিয়েছেন তারা।: [376, 233, 496, 412]
story-body: বিস্তারিত প্রতিবেদন অনুযায়ী দেশের বিভিন্ন অঞ্চলে জনসাধারণের মধ্যে উদ্বেগ দেখা দিয়েছে এবং সংশ্লিষ্ট কর্তৃপক্ষ বিষয়টি খতিয়ে দেখছে বলে জানা গেছে। স্থানীয়রা জানান দীর্ঘদিন ধরে এই সমস্যা চলে আসছে এবং দ্রুত সমাধানের দাবি জানিয়েছেন তারা। বিস্তারিত প্রতিবেদন অনুযায়ী দেশের বিভিন্ন অঞ্চলে জনসাধারণের মধ্যে উদ্বেগ দেখা দিয়েছে এবং সংশ্লিষ্ট কর্তৃপক্ষ বিষয়টি খতিয়ে দেখছে বলে জানা গেছে। স্থানীয়রা জানান দীর্ঘদিন ধরে এই সমস্যা চলে আসছে এবং দ্রুত সমাধানের দাবি জানিয়েছেন তারা। বিস্তারিত প্রতিবেদন অনুযায়ী দেশের বিভিন্ন অঞ্চলে জনসাধারণের মধ্যে উদ্বেগ দেখা দিয়েছে এবং সংশ্লিষ্ট কর্তৃপক্ষ বিষয়টি খতিয়ে দেখছে বলে জানা গেছে। স্থানীয়রা জানান দীর্ঘদিন ধরে এই সমস্যা চলে আসছে এবং দ্রুত সমাধানের দাবি জানিয়েছেন তারা। বিস্তারিত প্রতিবেদন অনুযায়ী দেশের বিভিন্ন অঞ্চলে জনসাধারণের মধ্যে উদ্বেগ দেখা দিয়েছে এবং সংশ্লিষ্ট কর্তৃপক্ষ বিষয়টি খতিয়ে দেখছে বলে জানা গেছে। স্থানীয়রা জানান দীর্ঘদিন ধরে এই সমস্যা চলে আসছে এবং দ্রুত সমাধানের দাবি জানিয়েছেন তারা।: [4, 542, 164, 609]
story-headline: বৃষ্টি হবে এবার ক্রমশ: [403, 213, 469, 223]
news-story: [170, 665, 370, 744]
section-label: বিবিধ: [4, 3, 47, 22]
story-headline: বিএনপির ৩১ দফা দেশের জন্য: [208, 495, 332, 507]
story-headline: চরিত্রের স্বাধীনতার জন্য বিএনপি ১৭ বছর: [186, 30, 354, 41]
story-headline: জাতীয় স্তরে সর্বশেষ ভাবে: [394, 420, 478, 429]
column-divider: [372, 29, 373, 773]
story-body: বিস্তারিত প্রতিবেদন অনুযায়ী দেশের বিভিন্ন অঞ্চলে জনসাধারণের মধ্যে উদ্বেগ দেখা দিয়েছে এবং সংশ্লিষ্ট কর্তৃপক্ষ বিষয়টি খতিয়ে দেখছে বলে জানা গেছে। স্থানীয়রা জানান দীর্ঘদিন ধরে এই সমস্যা চলে আসছে এবং দ্রুত সমাধানের দাবি জানিয়েছেন তারা। বিস্তারিত প্রতিবেদন অনুযায়ী দেশের বিভিন্ন অঞ্চলে জনসাধারণের মধ্যে উদ্বেগ দেখা দিয়েছে এবং সংশ্লিষ্ট কর্তৃপক্ষ বিষয়টি খতিয়ে দেখছে বলে জানা গেছে। স্থানীয়রা জানান দীর্ঘদিন ধরে এই সমস্যা চলে আসছে এবং দ্রুত সমাধানের দাবি জানিয়েছেন তারা। বিস্তারিত প্রতিবেদন অনুযায়ী দেশের বিভিন্ন অঞ্চলে জনসাধারণের মধ্যে উদ্বেগ দেখা দিয়েছে এবং সংশ্লিষ্ট কর্তৃপক্ষ বিষয়টি খতিয়ে দেখছে বলে জানা গেছে। স্থানীয়রা জানান দীর্ঘদিন ধরে এই সমস্যা চলে আসছে এবং দ্রুত সমাধানের দাবি জানিয়েছেন তারা।: [4, 206, 164, 257]
news-story: [170, 496, 370, 661]
story-body: বিস্তারিত প্রতিবেদন অনুযায়ী দেশের বিভিন্ন অঞ্চলে জনসাধারণের মধ্যে উদ্বেগ দেখা দিয়েছে এবং সংশ্লিষ্ট কর্তৃপক্ষ বিষয়টি খতিয়ে দেখছে বলে জানা গেছে। স্থানীয়রা জানান দীর্ঘদিন ধরে এই সমস্যা চলে আসছে এবং দ্রুত সমাধানের দাবি জানিয়েছেন তারা। বিস্তারিত প্রতিবেদন অনুযায়ী দেশের বিভিন্ন অঞ্চলে জনসাধারণের মধ্যে উদ্বেগ দেখা দিয়েছে এবং সংশ্লিষ্ট কর্তৃপক্ষ বিষয়টি খতিয়ে দেখছে বলে জানা গেছে। স্থানীয়রা জানান দীর্ঘদিন ধরে এই সমস্যা চলে আসছে এবং দ্রুত সমাধানের দাবি জানিয়েছেন তারা। বিস্তারিত প্রতিবেদন অনুযায়ী দেশের বিভিন্ন অঞ্চলে জনসাধারণের মধ্যে উদ্বেগ দেখা দিয়েছে এবং সংশ্লিষ্ট কর্তৃপক্ষ বিষয়টি খতিয়ে দেখছে বলে জানা গেছে। স্থানীয়রা জানান দীর্ঘদিন ধরে এই সমস্যা চলে আসছে এবং দ্রুত সমাধানের দাবি জানিয়েছেন তারা। বিস্তারিত প্রতিবেদন অনুযায়ী দেশের বিভিন্ন অঞ্চলে জনসাধারণের মধ্যে উদ্বেগ দেখা দিয়েছে এবং সংশ্লিষ্ট কর্তৃপক্ষ বিষয়টি খতিয়ে দেখছে বলে জানা গেছে। স্থানীয়রা জানান দীর্ঘদিন ধরে এই সমস্যা চলে আসছে এবং দ্রুত সমাধানের দাবি জানিয়েছেন তারা। বিস্তারিত প্রতিবেদন অনুযায়ী দেশের বিভিন্ন অঞ্চলে জনসাধারণের মধ্যে উদ্বেগ দেখা দিয়েছে এবং সংশ্লিষ্ট কর্তৃপক্ষ বিষয়টি খতিয়ে দেখছে বলে জানা গেছে। স্থানীয়রা জানান দীর্ঘদিন ধরে এই সমস্যা চলে আসছে এবং দ্রুত সমাধানের দাবি জানিয়েছেন তারা। বিস্তারিত প্রতিবেদন অনুযায়ী দেশের বিভিন্ন অঞ্চলে জনসাধারণের মধ্যে উদ্বেগ দেখা দিয়েছে এবং সংশ্লিষ্ট কর্তৃপক্ষ বিষয়টি খতিয়ে দেখছে বলে জানা গেছে। স্থানীয়রা জানান দীর্ঘদিন ধরে এই সমস্যা চলে আসছে এবং দ্রুত সমাধানের দাবি জানিয়েছেন তারা।: [376, 767, 496, 902]
story-byline: দিনকাল রিপোর্ট: [70, 535, 98, 541]
story-body: বিস্তারিত প্রতিবেদন অনুযায়ী দেশের বিভিন্ন অঞ্চলে জনসাধারণের মধ্যে উদ্বেগ দেখা দিয়েছে এবং সংশ্লিষ্ট কর্তৃপক্ষ বিষয়টি খতিয়ে দেখছে বলে জানা গেছে। স্থানীয়রা জানান দীর্ঘদিন ধরে এই সমস্যা চলে আসছে এবং দ্রুত সমাধানের দাবি জানিয়েছেন তারা। বিস্তারিত প্রতিবেদন অনুযায়ী দেশের বিভিন্ন অঞ্চলে জনসাধারণের মধ্যে উদ্বেগ দেখা দিয়েছে এবং সংশ্লিষ্ট কর্তৃপক্ষ বিষয়টি খতিয়ে দেখছে বলে জানা গেছে। স্থানীয়রা জানান দীর্ঘদিন ধরে এই সমস্যা চলে আসছে এবং দ্রুত সমাধানের দাবি জানিয়েছেন তারা। বিস্তারিত প্রতিবেদন অনুযায়ী দেশের বিভিন্ন অঞ্চলে জনসাধারণের মধ্যে উদ্বেগ দেখা দিয়েছে এবং সংশ্লিষ্ট কর্তৃপক্ষ বিষয়টি খতিয়ে দেখছে বলে জানা গেছে। স্থানীয়রা জানান দীর্ঘদিন ধরে এই সমস্যা চলে আসছে এবং দ্রুত সমাধানের দাবি জানিয়েছেন তারা। বিস্তারিত প্রতিবেদন অনুযায়ী দেশের বিভিন্ন অঞ্চলে জনসাধারণের মধ্যে উদ্বেগ দেখা দিয়েছে এবং সংশ্লিষ্ট কর্তৃপক্ষ বিষয়টি খতিয়ে দেখছে বলে জানা গেছে। স্থানীয়রা জানান দীর্ঘদিন ধরে এই সমস্যা চলে আসছে এবং দ্রুত সমাধানের দাবি জানিয়েছেন তারা। বিস্তারিত প্রতিবেদন অনুযায়ী দেশের বিভিন্ন অঞ্চলে জনসাধারণের মধ্যে উদ্বেগ দেখা দিয়েছে এবং সংশ্লিষ্ট কর্তৃপক্ষ বিষয়টি খতিয়ে দেখছে বলে জানা গেছে। স্থানীয়রা জানান দীর্ঘদিন ধরে এই সমস্যা চলে আসছে এবং দ্রুত সমাধানের দাবি জানিয়েছেন তারা। বিস্তারিত প্রতিবেদন অনুযায়ী দেশের বিভিন্ন অঞ্চলে জনসাধারণের মধ্যে উদ্বেগ দেখা দিয়েছে এবং সংশ্লিষ্ট কর্তৃপক্ষ বিষয়টি খতিয়ে দেখছে বলে জানা গেছে। স্থানীয়রা জানান দীর্ঘদিন ধরে এই সমস্যা চলে আসছে এবং দ্রুত সমাধানের দাবি জানিয়েছেন তারা।: [170, 223, 370, 318]
news-story: [376, 730, 496, 905]
story-headline: কুমিল্লায় হাসপাতালে ফেলাকে কেন্দ্র করে ছুরিকাঘাতে যুবককে হত্যা: [376, 580, 496, 623]
logo-tagline: জাতির দর্পণ ও জাতীয়তাবাদী দৈনিক: [378, 19, 437, 24]
column-left: [4, 29, 164, 773]
story-body: বিস্তারিত প্রতিবেদন অনুযায়ী দেশের বিভিন্ন অঞ্চলে জনসাধারণের মধ্যে উদ্বেগ দেখা দিয়েছে এবং সংশ্লিষ্ট কর্তৃপক্ষ বিষয়টি খতিয়ে দেখছে বলে জানা গেছে। স্থানীয়রা জানান দীর্ঘদিন ধরে এই সমস্যা চলে আসছে এবং দ্রুত সমাধানের দাবি জানিয়েছেন তারা। বিস্তারিত প্রতিবেদন অনুযায়ী দেশের বিভিন্ন অঞ্চলে জনসাধারণের মধ্যে উদ্বেগ দেখা দিয়েছে এবং সংশ্লিষ্ট কর্তৃপক্ষ বিষয়টি খতিয়ে দেখছে বলে জানা গেছে। স্থানীয়রা জানান দীর্ঘদিন ধরে এই সমস্যা চলে আসছে এবং দ্রুত সমাধানের দাবি জানিয়েছেন তারা। বিস্তারিত প্রতিবেদন অনুযায়ী দেশের বিভিন্ন অঞ্চলে জনসাধারণের মধ্যে উদ্বেগ দেখা দিয়েছে এবং সংশ্লিষ্ট কর্তৃপক্ষ বিষয়টি খতিয়ে দেখছে বলে জানা গেছে। স্থানীয়রা জানান দীর্ঘদিন ধরে এই সমস্যা চলে আসছে এবং দ্রুত সমাধানের দাবি জানিয়েছেন তারা। বিস্তারিত প্রতিবেদন অনুযায়ী দেশের বিভিন্ন অঞ্চলে জনসাধারণের মধ্যে উদ্বেগ দেখা দিয়েছে এবং সংশ্লিষ্ট কর্তৃপক্ষ বিষয়টি খতিয়ে দেখছে বলে জানা গেছে। স্থানীয়রা জানান দীর্ঘদিন ধরে এই সমস্যা চলে আসছে এবং দ্রুত সমাধানের দাবি জানিয়েছেন তারা।: [170, 684, 370, 740]
date-bangla: ঢাকা শনিবার ১৪ পৌষ ১৪৩১: [66, 3, 131, 9]
story-byline: দিনকাল রিপোর্ট: [422, 432, 450, 438]
edition-date: [66, 3, 152, 18]
news-story: [4, 93, 164, 183]
news-story: [376, 30, 496, 210]
